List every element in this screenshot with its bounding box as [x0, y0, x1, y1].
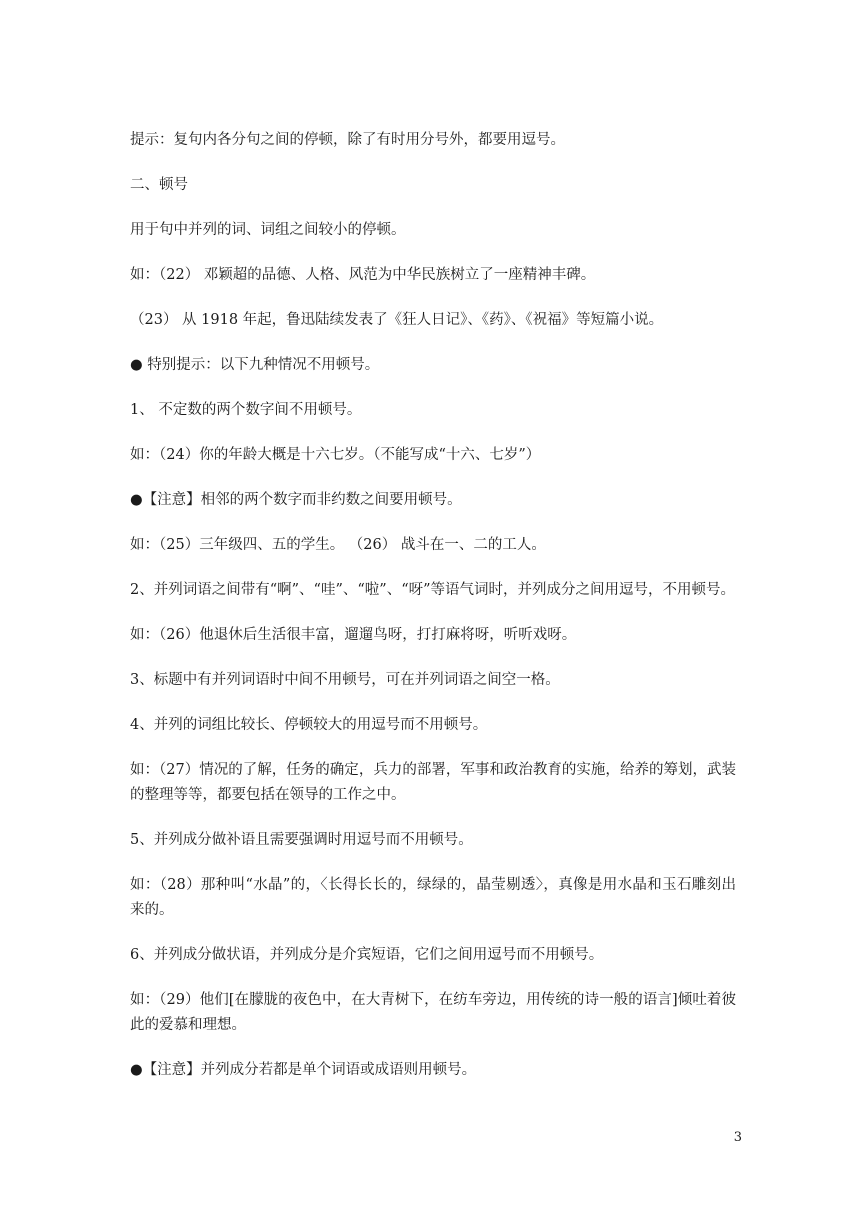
example-26-b: 如：（26）他退休后生活很丰富，遛遛鸟呀，打打麻将呀，听听戏呀。	[130, 627, 577, 643]
example-25-26: 如：（25）三年级四、五的学生。 （26） 战斗在一、二的工人。	[130, 537, 546, 553]
note-single-words: ●【注意】并列成分若都是单个词语或成语则用顿号。	[130, 1062, 477, 1078]
special-tip: ● 特别提示：以下九种情况不用顿号。	[130, 357, 380, 373]
example-27: 如：（27）情况的了解，任务的确定，兵力的部署，军事和政治教育的实施，给养的筹划，武装的整理等等，都要包括在领导的工作之中。	[130, 762, 736, 803]
paragraph-dunhao-usage: 用于句中并列的词、词组之间较小的停顿。	[130, 222, 406, 238]
example-24: 如：（24）你的年龄大概是十六七岁。（不能写成“十六、七岁”）	[130, 447, 541, 463]
section-heading-dunhao: 二、顿号	[130, 177, 188, 193]
rule-3: 3、标题中有并列词语时中间不用顿号，可在并列词语之间空一格。	[130, 672, 560, 688]
example-22: 如：（22） 邓颖超的品德、人格、风范为中华民族树立了一座精神丰碑。	[130, 267, 596, 283]
rule-2: 2、并列词语之间带有“啊”、“哇”、“啦”、“呀”等语气词时，并列成分之间用逗号，不用顿号。	[130, 582, 736, 598]
rule-6: 6、并列成分做状语，并列成分是介宾短语，它们之间用逗号而不用顿号。	[130, 947, 604, 963]
rule-4: 4、并列的词组比较长、停顿较大的用逗号而不用顿号。	[130, 717, 488, 733]
rule-1: 1、 不定数的两个数字间不用顿号。	[130, 402, 362, 418]
paragraph-tip-compound-sentence: 提示：复句内各分句之间的停顿，除了有时用分号外，都要用逗号。	[130, 132, 565, 148]
example-23: （23） 从 1918 年起，鲁迅陆续发表了《狂人日记》、《药》、《祝福》等短篇小说。	[130, 312, 664, 328]
example-28: 如：（28）那种叫“水晶”的，〈长得长长的，绿绿的，晶莹剔透〉，真像是用水晶和玉石雕刻出来的。	[130, 877, 736, 918]
document-body	[130, 128, 736, 1103]
rule-5: 5、并列成分做补语且需要强调时用逗号而不用顿号。	[130, 832, 473, 848]
note-adjacent-numbers: ●【注意】相邻的两个数字而非约数之间要用顿号。	[130, 492, 462, 508]
page-number: 3	[733, 1130, 742, 1145]
example-29: 如：（29）他们[在朦胧的夜色中，在大青树下，在纺车旁边，用传统的诗一般的语言]倾吐着彼此的爱慕和理想。	[130, 992, 736, 1033]
